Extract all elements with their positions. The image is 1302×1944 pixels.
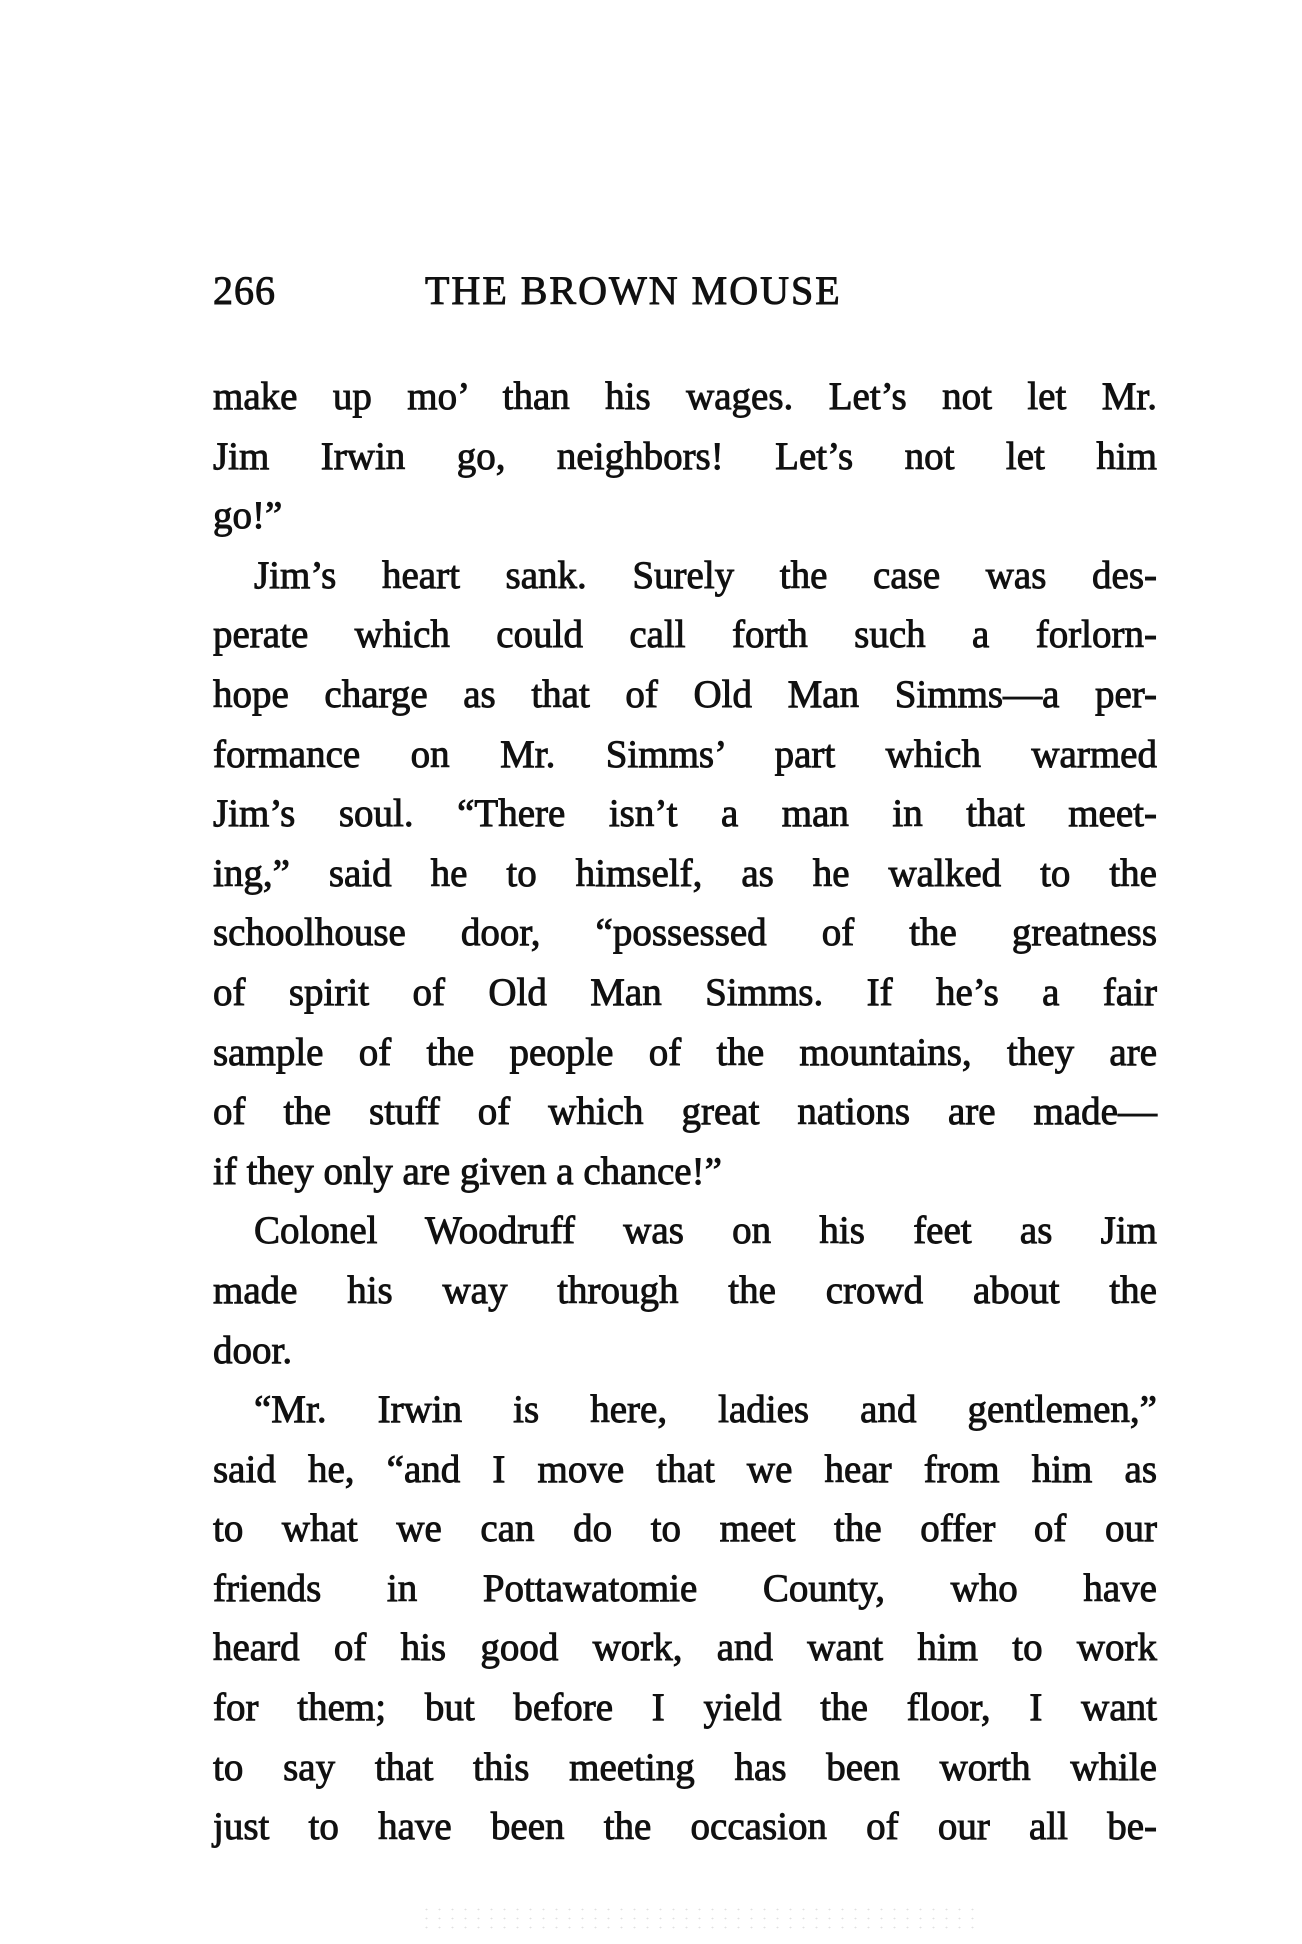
paragraph <box>213 1380 1157 1857</box>
text-line: heard of his good work, and want him to work <box>213 1626 1157 1670</box>
text-line: ing,” said he to himself, as he walked to the <box>213 851 1157 895</box>
text-line: just to have been the occasion of our all be- <box>213 1805 1157 1849</box>
text-line: perate which could call forth such a forlorn- <box>213 613 1157 657</box>
text-line: make up mo’ than his wages. Let’s not let Mr. <box>213 375 1157 418</box>
text-line: go!” <box>213 494 283 538</box>
text-line: Colonel Woodruff was on his feet as Jim <box>254 1209 1157 1253</box>
text-line: if they only are given a chance!” <box>213 1149 722 1193</box>
text-line: Jim’s heart sank. Surely the case was des- <box>254 553 1157 597</box>
paragraph <box>213 1201 1157 1380</box>
paragraph <box>213 546 1157 1202</box>
text-line: Jim Irwin go, neighbors! Let’s not let him <box>213 434 1157 478</box>
text-line: formance on Mr. Simms’ part which warmed <box>213 732 1157 776</box>
text-line: friends in Pottawatomie County, who have <box>213 1566 1157 1610</box>
scan-noise <box>420 1905 980 1935</box>
page-body-text <box>213 367 1157 1857</box>
running-title: THE BROWN MOUSE <box>425 268 842 313</box>
text-line: schoolhouse door, “possessed of the greatness <box>213 911 1157 955</box>
text-line: to what we can do to meet the offer of our <box>213 1507 1157 1551</box>
text-line: for them; but before I yield the floor, I want <box>213 1686 1157 1730</box>
text-line: door. <box>213 1328 293 1372</box>
text-line: of spirit of Old Man Simms. If he’s a fair <box>213 970 1157 1014</box>
text-line: sample of the people of the mountains, they are <box>213 1030 1157 1074</box>
text-line: to say that this meeting has been worth while <box>213 1745 1157 1789</box>
paragraph <box>213 367 1157 546</box>
text-line: made his way through the crowd about the <box>213 1268 1157 1312</box>
text-line: Jim’s soul. “There isn’t a man in that meet- <box>213 792 1157 836</box>
text-line: said he, “and I move that we hear from him as <box>213 1447 1157 1491</box>
text-line: “Mr. Irwin is here, ladies and gentlemen,” <box>254 1388 1157 1432</box>
text-line: of the stuff of which great nations are made— <box>213 1090 1157 1134</box>
text-line: hope charge as that of Old Man Simms—a per- <box>213 672 1157 716</box>
page-number: 266 <box>213 268 276 313</box>
